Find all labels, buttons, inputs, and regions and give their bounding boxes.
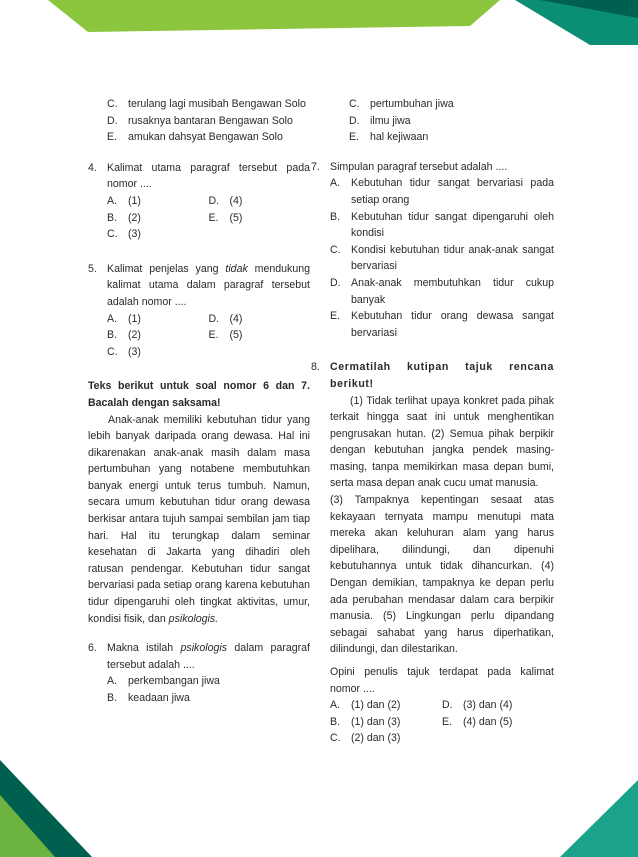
top-teal-corner	[515, 0, 638, 45]
option-d[interactable]	[349, 113, 554, 130]
question-number: 6.	[88, 642, 97, 655]
option-letter: B.	[330, 715, 341, 728]
option-letter: D.	[208, 312, 220, 325]
option-text: (2)	[128, 329, 141, 342]
option-letter: E.	[208, 329, 219, 342]
option-text: (5)	[229, 329, 243, 342]
option-a[interactable]	[330, 697, 442, 714]
question-text-part: Kalimat penjelas yang	[107, 262, 226, 275]
option-text: (1) dan (3)	[351, 715, 401, 728]
option-text: (1) dan (2)	[351, 699, 401, 712]
spacer	[88, 627, 310, 640]
option-letter: B.	[107, 692, 118, 704]
option-letter: C.	[107, 228, 118, 241]
question-text: Opini penulis tajuk terdapat pada kalimat nomor ....	[330, 666, 554, 695]
option-letter: B.	[107, 329, 118, 342]
option-c[interactable]	[330, 242, 554, 275]
option-d[interactable]	[209, 193, 311, 210]
option-letter: D.	[349, 114, 360, 127]
option-letter: A.	[330, 177, 341, 190]
question-number: 4.	[88, 161, 97, 174]
options-row	[107, 193, 310, 210]
option-b[interactable]	[330, 714, 442, 731]
question-emphasis: tidak	[225, 262, 248, 275]
option-a[interactable]	[107, 673, 310, 690]
option-text: amukan dahsyat Bengawan Solo	[128, 131, 283, 144]
option-c[interactable]	[107, 226, 310, 243]
option-letter: C.	[330, 243, 341, 256]
question-number: 7.	[311, 160, 320, 173]
passage-emphasis: psikologis.	[168, 612, 219, 625]
option-d[interactable]	[330, 275, 554, 308]
question-text-part: Makna istilah	[107, 642, 181, 655]
option-letter: A.	[107, 675, 118, 688]
option-letter: A.	[107, 312, 118, 325]
option-d[interactable]	[107, 113, 310, 130]
options-row	[107, 311, 310, 328]
option-text: (5)	[229, 211, 243, 224]
option-letter: E.	[107, 131, 118, 144]
option-letter: A.	[330, 699, 341, 712]
option-c[interactable]	[107, 96, 310, 113]
option-e[interactable]	[209, 210, 311, 227]
option-b[interactable]	[107, 690, 310, 707]
option-letter: E.	[208, 211, 219, 224]
question-3-continued	[88, 96, 310, 146]
option-text: (3)	[128, 228, 141, 241]
option-text: (3)	[128, 345, 141, 358]
option-letter: E.	[349, 131, 360, 144]
option-a[interactable]	[107, 311, 209, 328]
option-a[interactable]	[107, 193, 209, 210]
question-text: Kalimat utama paragraf tersebut pada nomor ....	[107, 161, 310, 191]
option-c[interactable]	[349, 96, 554, 113]
option-letter: C.	[330, 732, 341, 745]
option-e[interactable]	[349, 129, 554, 146]
option-text: (4)	[229, 194, 243, 207]
top-green-band	[48, 0, 500, 32]
option-b[interactable]	[107, 327, 209, 344]
top-dark-corner	[540, 0, 638, 18]
option-letter: D.	[442, 699, 453, 712]
option-text: pertumbuhan jiwa	[370, 98, 454, 110]
bottom-right-teal-corner	[560, 780, 638, 857]
option-text: Anak-anak membutuhkan tidur cukup banyak	[351, 276, 554, 306]
question-6-continued	[330, 96, 554, 146]
option-c[interactable]	[330, 730, 554, 747]
question-text-part: dalam paragraf tersebut adalah ....	[107, 642, 310, 671]
passage-text-part: Anak-anak memiliki kebutuhan tidur yang lebih banyak daripada orang dewasa. Hal ini dikarenakan anak-anak masih dalam masa pertumbuhan yang notabene membutuhkan banyak energi untuk terus tumbuh. Namun, secara umum kebutuhan tidur orang dewasa berkisar antara tujuh sampai sembilan jam tiap hari. Hal itu terungkap dalam seminar kesehatan di Jakarta yang dihadiri oleh ratusan pendengar. Kebutuhan tidur sangat bervariasi pada setiap orang karena kebutuhan tidur dipengaruhi oleh tingkat aktivitas, umur, kondisi fisik, dan	[88, 413, 310, 625]
question-number: 5.	[88, 262, 97, 275]
question-7	[311, 159, 554, 342]
option-letter: B.	[107, 211, 118, 224]
option-b[interactable]	[330, 209, 554, 242]
bottom-left-dark-corner	[0, 760, 92, 857]
option-text: (4) dan (5)	[463, 715, 513, 728]
question-heading: Cermatilah kutipan tajuk rencana berikut!	[330, 361, 554, 390]
option-d[interactable]	[442, 697, 554, 714]
option-b[interactable]	[107, 210, 209, 227]
option-text: (3) dan (4)	[463, 699, 513, 712]
option-letter: D.	[208, 194, 220, 207]
options-row	[330, 714, 554, 731]
question-8	[311, 359, 554, 747]
option-letter: E.	[442, 715, 453, 728]
option-text: (4)	[229, 312, 243, 325]
option-text: Kebutuhan tidur orang dewasa sangat bervariasi	[351, 310, 554, 339]
option-c[interactable]	[107, 344, 310, 361]
right-column	[311, 96, 554, 760]
option-text: terulang lagi musibah Bengawan Solo	[128, 98, 306, 110]
passage-heading: Teks berikut untuk soal nomor 6 dan 7. Bacalah dengan saksama!	[88, 380, 310, 409]
option-letter: C.	[349, 98, 360, 110]
option-text: Kondisi kebutuhan tidur anak-anak sangat bervariasi	[351, 243, 554, 273]
question-number: 8.	[311, 361, 320, 374]
question-5	[88, 261, 310, 361]
question-text-part: mendukung kalimat utama dalam paragraf tersebut adalah nomor ....	[107, 262, 310, 308]
options-row	[107, 327, 310, 344]
option-e[interactable]	[209, 327, 311, 344]
option-a[interactable]	[330, 175, 554, 208]
question-6	[88, 640, 310, 706]
option-text: rusaknya bantaran Bengawan Solo	[128, 114, 293, 127]
option-text: Kebutuhan tidur sangat bervariasi pada setiap orang	[351, 177, 554, 206]
option-letter: B.	[330, 210, 341, 223]
option-letter: D.	[330, 276, 341, 289]
option-text: ilmu jiwa	[370, 114, 411, 127]
option-d[interactable]	[209, 311, 311, 328]
option-text: hal kejiwaan	[370, 131, 429, 144]
option-e[interactable]	[442, 714, 554, 731]
option-text: (1)	[128, 312, 141, 325]
bottom-left-green-corner	[0, 795, 55, 857]
option-letter: C.	[107, 345, 118, 358]
question-text: Simpulan paragraf tersebut adalah ....	[330, 160, 508, 173]
editorial-passage: (3) Tampaknya kepentingan sesaat atas kekayaan ternyata mampu menutupi mata mereka akan keluhuran alam yang harus dipelihara, dilindungi, dan dipenuhi kebutuhannya untuk tidak dihancurkan. (4) Dengan demikian, tampaknya ke depan perlu ada perubahan mendasar dalam cara berpikir manusia. (5) Lingkungan perlu dipandang sebagai sahabat yang harus diperhatikan, dilindungi, dan dilestarikan.	[330, 494, 554, 656]
option-letter: D.	[107, 114, 118, 127]
option-letter: A.	[107, 194, 118, 207]
option-text: (2) dan (3)	[351, 732, 401, 745]
option-text: Kebutuhan tidur sangat dipengaruhi oleh kondisi	[351, 210, 554, 240]
option-letter: E.	[330, 310, 341, 323]
question-text	[107, 261, 310, 311]
question-4	[88, 160, 310, 243]
option-text: keadaan jiwa	[128, 692, 190, 704]
question-emphasis: psikologis	[180, 642, 228, 655]
left-column	[88, 96, 310, 720]
question-text	[107, 640, 310, 673]
editorial-passage: (1) Tidak terlihat upaya konkret pada pihak terkait hingga saat ini untuk menghentikan pengrusakan hutan. (2) Semua pihak berpikir dengan kebutuhan jangka pendek masing-masing, tanpa memikirkan masa depan bumi, serta masa depan anak cucu umat manusia.	[330, 394, 554, 490]
option-e[interactable]	[107, 129, 310, 146]
options-row	[107, 210, 310, 227]
option-text: perkembangan jiwa	[128, 675, 220, 688]
option-text: (1)	[128, 194, 141, 207]
options-row	[330, 697, 554, 714]
option-text: (2)	[128, 211, 141, 224]
passage-text	[88, 412, 310, 628]
option-e[interactable]	[330, 308, 554, 341]
option-letter: C.	[107, 98, 118, 110]
